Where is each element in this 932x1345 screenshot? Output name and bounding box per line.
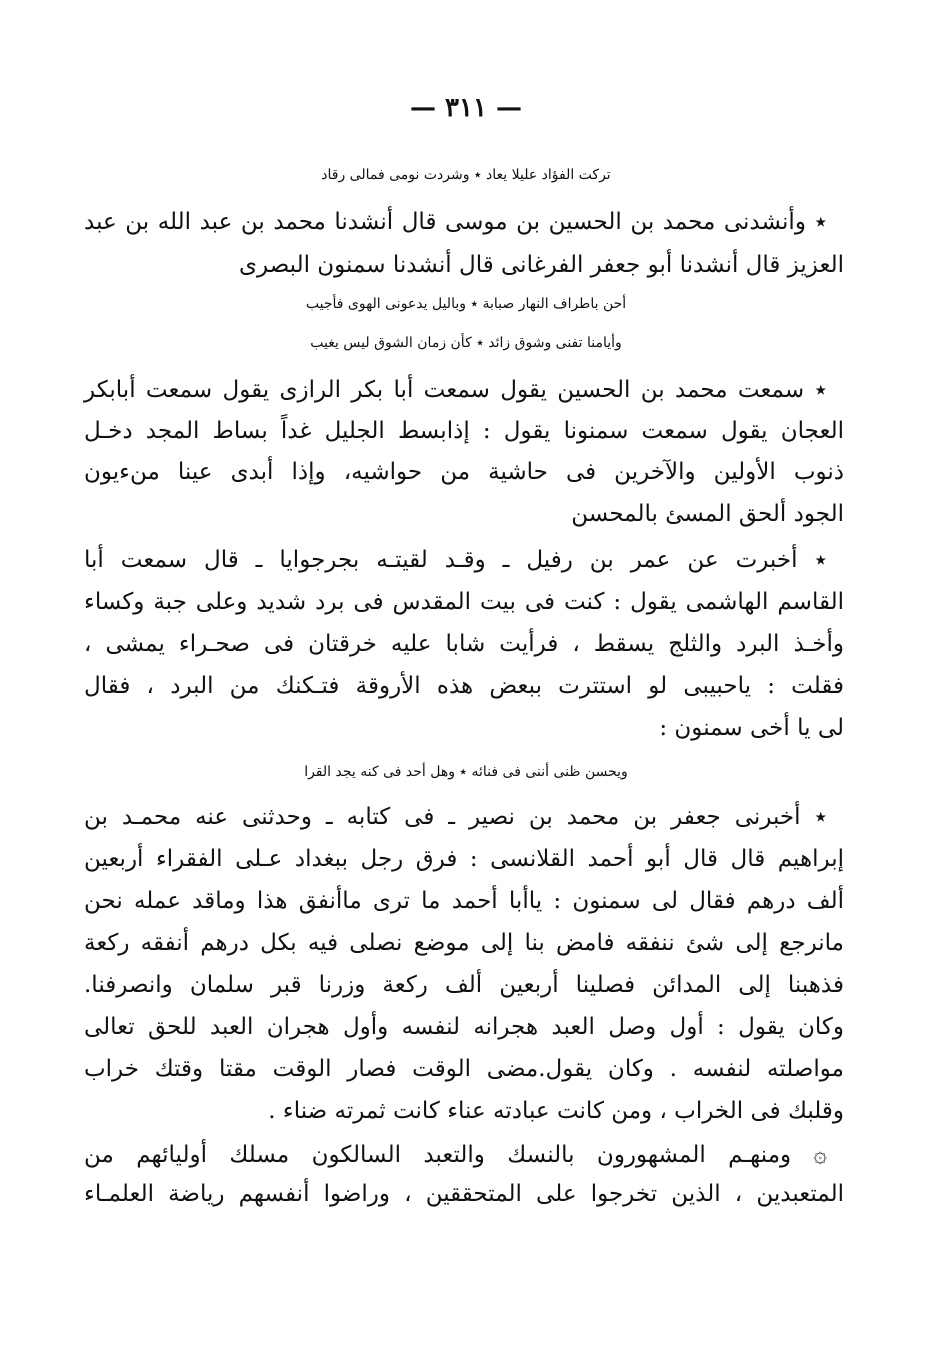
verse-line: أحن باطراف النهار صبابة ٭ وباليل يدعونى الهوى فأجيب <box>305 296 627 312</box>
text-line: ٭ سمعت محمد بن الحسين يقول سمعت أبا بكر الرازى يقول سمعت أبابكر <box>84 377 827 403</box>
text-line: إبراهيم قال قال أبو أحمد القلانسى : فرق رجل ببغداد عـلى الفقراء أربعين <box>84 846 844 872</box>
text-line: ۞ ومنهـم المشهورون بالنسك والتعبد السالكون مسلك أوليائهم من <box>84 1142 827 1168</box>
text-line: ٭ أخبرنى جعفر بن محمد بن نصير ـ فى كتابه ـ وحدثنى عنه محمـد بن <box>84 804 827 830</box>
text-line: فذهبنا إلى المدائن فصلينا أربعين ألف ركعة وزرنا قبر سلمان وانصرفنا. <box>84 972 844 998</box>
text-line: المتعبدين ، الذين تخرجوا على المتحققين ، وراضوا أنفسهم رياضة العلمـاء <box>84 1181 844 1207</box>
text-line: فقلت : ياحبيبى لو استترت ببعض هذه الأروقة فتـكنك من البرد ، فقال <box>84 673 844 699</box>
text-line: مانرجع إلى شئ ننفقه فامض بنا إلى موضع نصلى فيه بكل درهم أنفقه ركعة <box>84 930 844 956</box>
text-line: ألف درهم فقال لى سمنون : ياأبا أحمد ما ترى ماأنفق هذا وماقد عمله نحن <box>84 888 844 914</box>
text-line: ٭ وأنشدنى محمد بن الحسين بن موسى قال أنشدنا محمد بن عبد الله بن عبد <box>84 209 827 235</box>
text-line: ٭ أخبرت عن عمر بن رفيل ـ وقـد لقيتـه بجرجوايا ـ قال سمعت أبا <box>84 547 827 573</box>
text-line: وقلبك فى الخراب ، ومن كانت عبادته عناء كانت ثمرته ضناء . <box>268 1098 844 1124</box>
text-line: العجان يقول سمعت سمنونا يقول : إذابسط الجليل غداً بساط المجد دخـل <box>84 418 844 444</box>
page-number: — ٣١١ — <box>409 93 523 123</box>
text-line: القاسم الهاشمى يقول : كنت فى بيت المقدس فى برد شديد وعلى جبة وكساء <box>84 589 844 615</box>
verse-line: تركت الفؤاد عليلا يعاد ٭ وشردت نومى فمالى رقاد <box>321 167 611 183</box>
text-line: العزيز قال أنشدنا أبو جعفر الفرغانى قال أنشدنا سمنون البصرى <box>239 252 844 278</box>
text-line: وأخـذ البرد والثلج يسقط ، فرأيت شابا عليه خرقتان فى صحـراء يمشى ، <box>84 631 844 657</box>
verse-line: وأيامنا تفنى وشوق زائد ٭ كأن زمان الشوق ليس يغيب <box>310 335 622 351</box>
verse-line: ويحسن ظنى أننى فى فنائه ٭ وهل أحد فى كنه يجد القرا <box>304 764 628 780</box>
text-line: لى يا أخى سمنون : <box>659 715 844 741</box>
text-line: مواصلته لنفسه . وكان يقول.مضى الوقت فصار الوقت مقتا وقتك خراب <box>84 1056 844 1082</box>
text-line: الجود ألحق المسئ بالمحسن <box>571 501 844 527</box>
text-line: وكان يقول : أول وصل العبد هجرانه لنفسه وأول هجران العبد للحق تعالى <box>84 1014 844 1040</box>
text-line: ذنوب الأولين والآخرين فى حاشية من حواشيه، وإذا أبدى عينا منءيون <box>84 459 844 485</box>
